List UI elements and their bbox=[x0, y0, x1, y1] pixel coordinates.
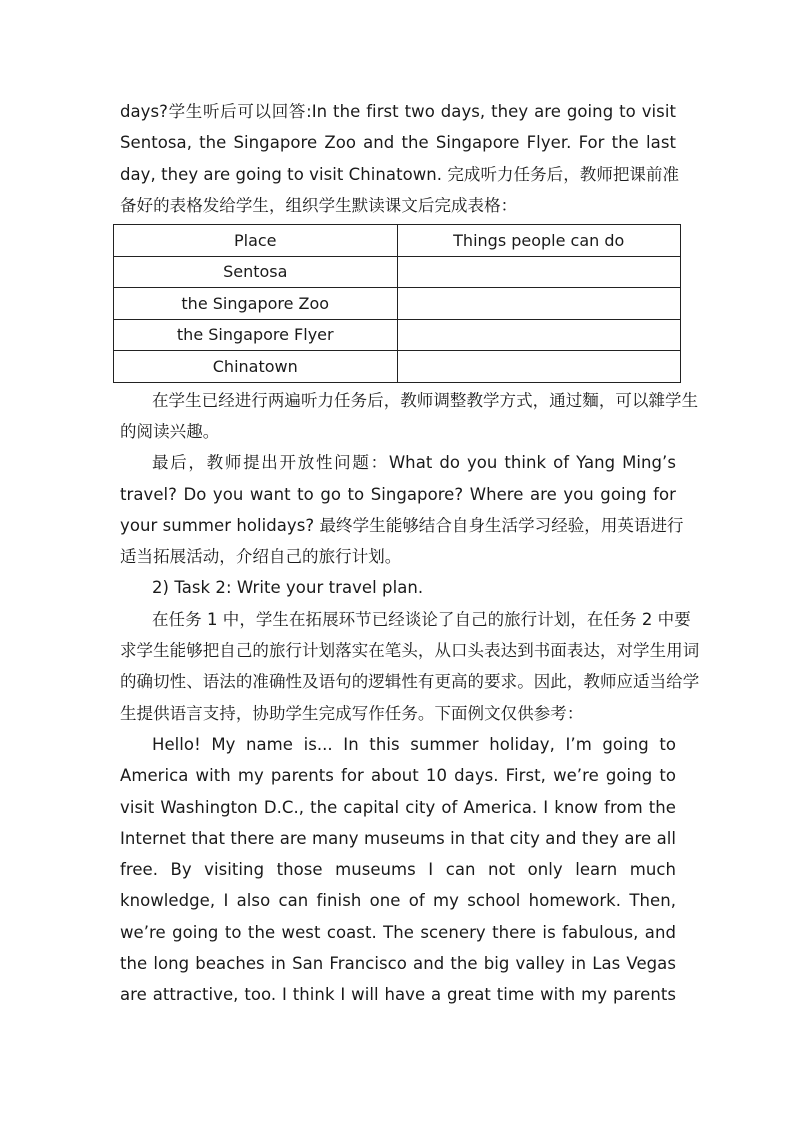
table-header-things: Things people can do bbox=[397, 225, 681, 257]
places-table bbox=[113, 224, 681, 383]
table-row bbox=[114, 288, 681, 320]
table-cell-things bbox=[397, 319, 681, 351]
table-cell-things bbox=[397, 351, 681, 383]
document-page bbox=[120, 96, 700, 1011]
essay-line-7: we’re going to the west coast. The scenery there is fabulous, and bbox=[120, 922, 676, 942]
intro-line-3: day, they are going to visit Chinatown. 完成听力任务后，教师把课前准 bbox=[120, 164, 680, 184]
open-question-line-2: travel? Do you want to go to Singapore? Where are you going for bbox=[120, 484, 676, 504]
open-question-line-1: 最后，教师提出开放性问题：What do you think of Yang Ming’s bbox=[152, 453, 676, 473]
table-row bbox=[114, 351, 681, 383]
essay-line-1: Hello! My name is... In this summer holiday, I’m going to bbox=[152, 734, 676, 754]
open-question-line-3: your summer holidays? 最终学生能够结合自身生活学习经验，用英语进行 bbox=[120, 515, 684, 535]
essay-line-6: knowledge, I also can finish one of my school homework. Then, bbox=[120, 891, 676, 911]
essay-line-8: the long beaches in San Francisco and the big valley in Las Vegas bbox=[120, 954, 676, 974]
table-cell-place: the Singapore Zoo bbox=[114, 288, 398, 320]
essay-line-3: visit Washington D.C., the capital city of America. I know from the bbox=[120, 797, 676, 817]
intro-line-4: 备好的表格发给学生，组织学生默读课文后完成表格： bbox=[120, 195, 518, 215]
table-cell-things bbox=[397, 256, 681, 288]
intro-line-1: days?学生听后可以回答:In the first two days, they are going to visit bbox=[120, 102, 676, 121]
table-cell-place: Chinatown bbox=[114, 351, 398, 383]
intro-line-2: Sentosa, the Singapore Zoo and the Singapore Flyer. For the last bbox=[120, 133, 676, 153]
table-cell-things bbox=[397, 288, 681, 320]
table-row bbox=[114, 256, 681, 288]
table-header-place: Place bbox=[114, 225, 398, 257]
open-question-line-4: 适当拓展活动，介绍自己的旅行计划。 bbox=[120, 547, 402, 567]
after-table-line-2: 的阅读兴趣。 bbox=[120, 421, 220, 441]
task2-line-2: 求学生能够把自己的旅行计划落实在笔头，从口头表达到书面表达，对学生用词 bbox=[120, 641, 700, 661]
table-row bbox=[114, 319, 681, 351]
task2-line-1: 在任务 1 中，学生在拓展环节已经谈论了自己的旅行计划，在任务 2 中要 bbox=[152, 609, 691, 629]
task2-line-4: 生提供语言支持，协助学生完成写作任务。下面例文仅供参考： bbox=[120, 703, 584, 723]
task2-line-3: 的确切性、语法的准确性及语句的逻辑性有更高的要求。因此，教师应适当给学 bbox=[120, 672, 700, 692]
essay-line-2: America with my parents for about 10 days. First, we’re going to bbox=[120, 766, 676, 786]
essay-line-4: Internet that there are many museums in that city and they are all bbox=[120, 828, 676, 848]
essay-line-5: free. By visiting those museums I can not only learn much bbox=[120, 860, 676, 880]
after-table-line-1: 在学生已经进行两遍听力任务后，教师调整教学方式，通过麵，可以雜学生 bbox=[152, 390, 699, 410]
table-cell-place: Sentosa bbox=[114, 256, 398, 288]
table-cell-place: the Singapore Flyer bbox=[114, 319, 398, 351]
task2-heading: 2) Task 2: Write your travel plan. bbox=[152, 578, 424, 598]
essay-line-9: are attractive, too. I think I will have a great time with my parents bbox=[120, 985, 676, 1005]
table-header-row bbox=[114, 225, 681, 257]
